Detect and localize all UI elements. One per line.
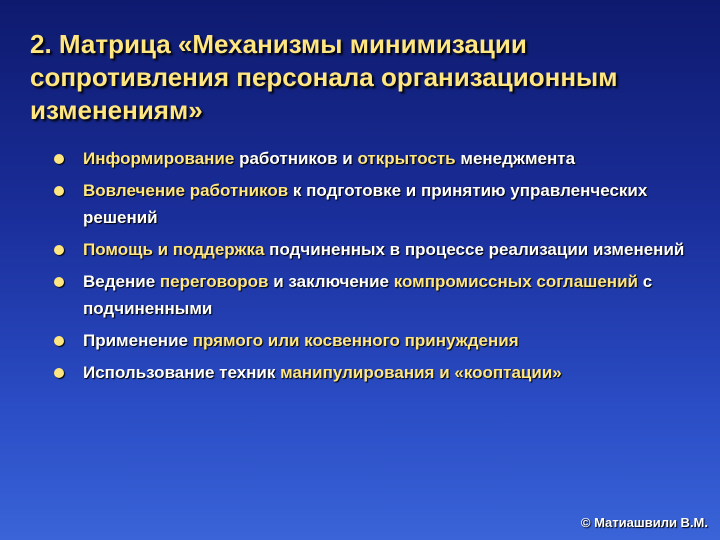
bullet-dot-icon [54, 245, 64, 255]
bullet-text: Ведение [83, 272, 160, 291]
bullet-highlight: открытость [357, 149, 456, 168]
bullet-text: менеджмента [455, 149, 576, 168]
bullet-dot-icon [54, 336, 64, 346]
bullet-text: подчиненных в процессе реализации изменений [264, 240, 685, 259]
bullet-text: работников и [234, 149, 358, 168]
bullet-highlight: манипулирования и «кооптации» [280, 363, 562, 382]
bullet-item-manipulation [50, 359, 700, 386]
bullet-text: и заключение [268, 272, 394, 291]
bullet-dot-icon [54, 154, 64, 164]
bullet-item-negotiation [50, 268, 700, 322]
bullet-item-support [50, 236, 700, 263]
bullet-list [50, 145, 700, 391]
bullet-highlight: Информирование [83, 149, 235, 168]
bullet-dot-icon [54, 186, 64, 196]
bullet-text: Использование техник [83, 363, 281, 382]
bullet-text: с подчиненными [83, 272, 653, 318]
bullet-text: Применение [83, 331, 193, 350]
bullet-item-informing [50, 145, 700, 172]
bullet-highlight: Вовлечение работников [83, 181, 289, 200]
bullet-highlight: переговоров [159, 272, 269, 291]
bullet-item-coercion [50, 327, 700, 354]
bullet-dot-icon [54, 277, 64, 287]
bullet-text: к подготовке и принятию управленческих решений [83, 181, 648, 227]
bullet-highlight: Помощь и поддержка [83, 240, 265, 259]
bullet-highlight: компромиссных соглашений [393, 272, 638, 291]
copyright-text: © Матиашвили В.М. [580, 515, 708, 530]
bullet-item-involvement [50, 177, 700, 231]
slide-title: 2. Матрица «Механизмы минимизации сопротивления персонала организационным изменениям» [30, 29, 618, 125]
bullet-highlight: прямого или косвенного принуждения [192, 331, 519, 350]
bullet-dot-icon [54, 368, 64, 378]
